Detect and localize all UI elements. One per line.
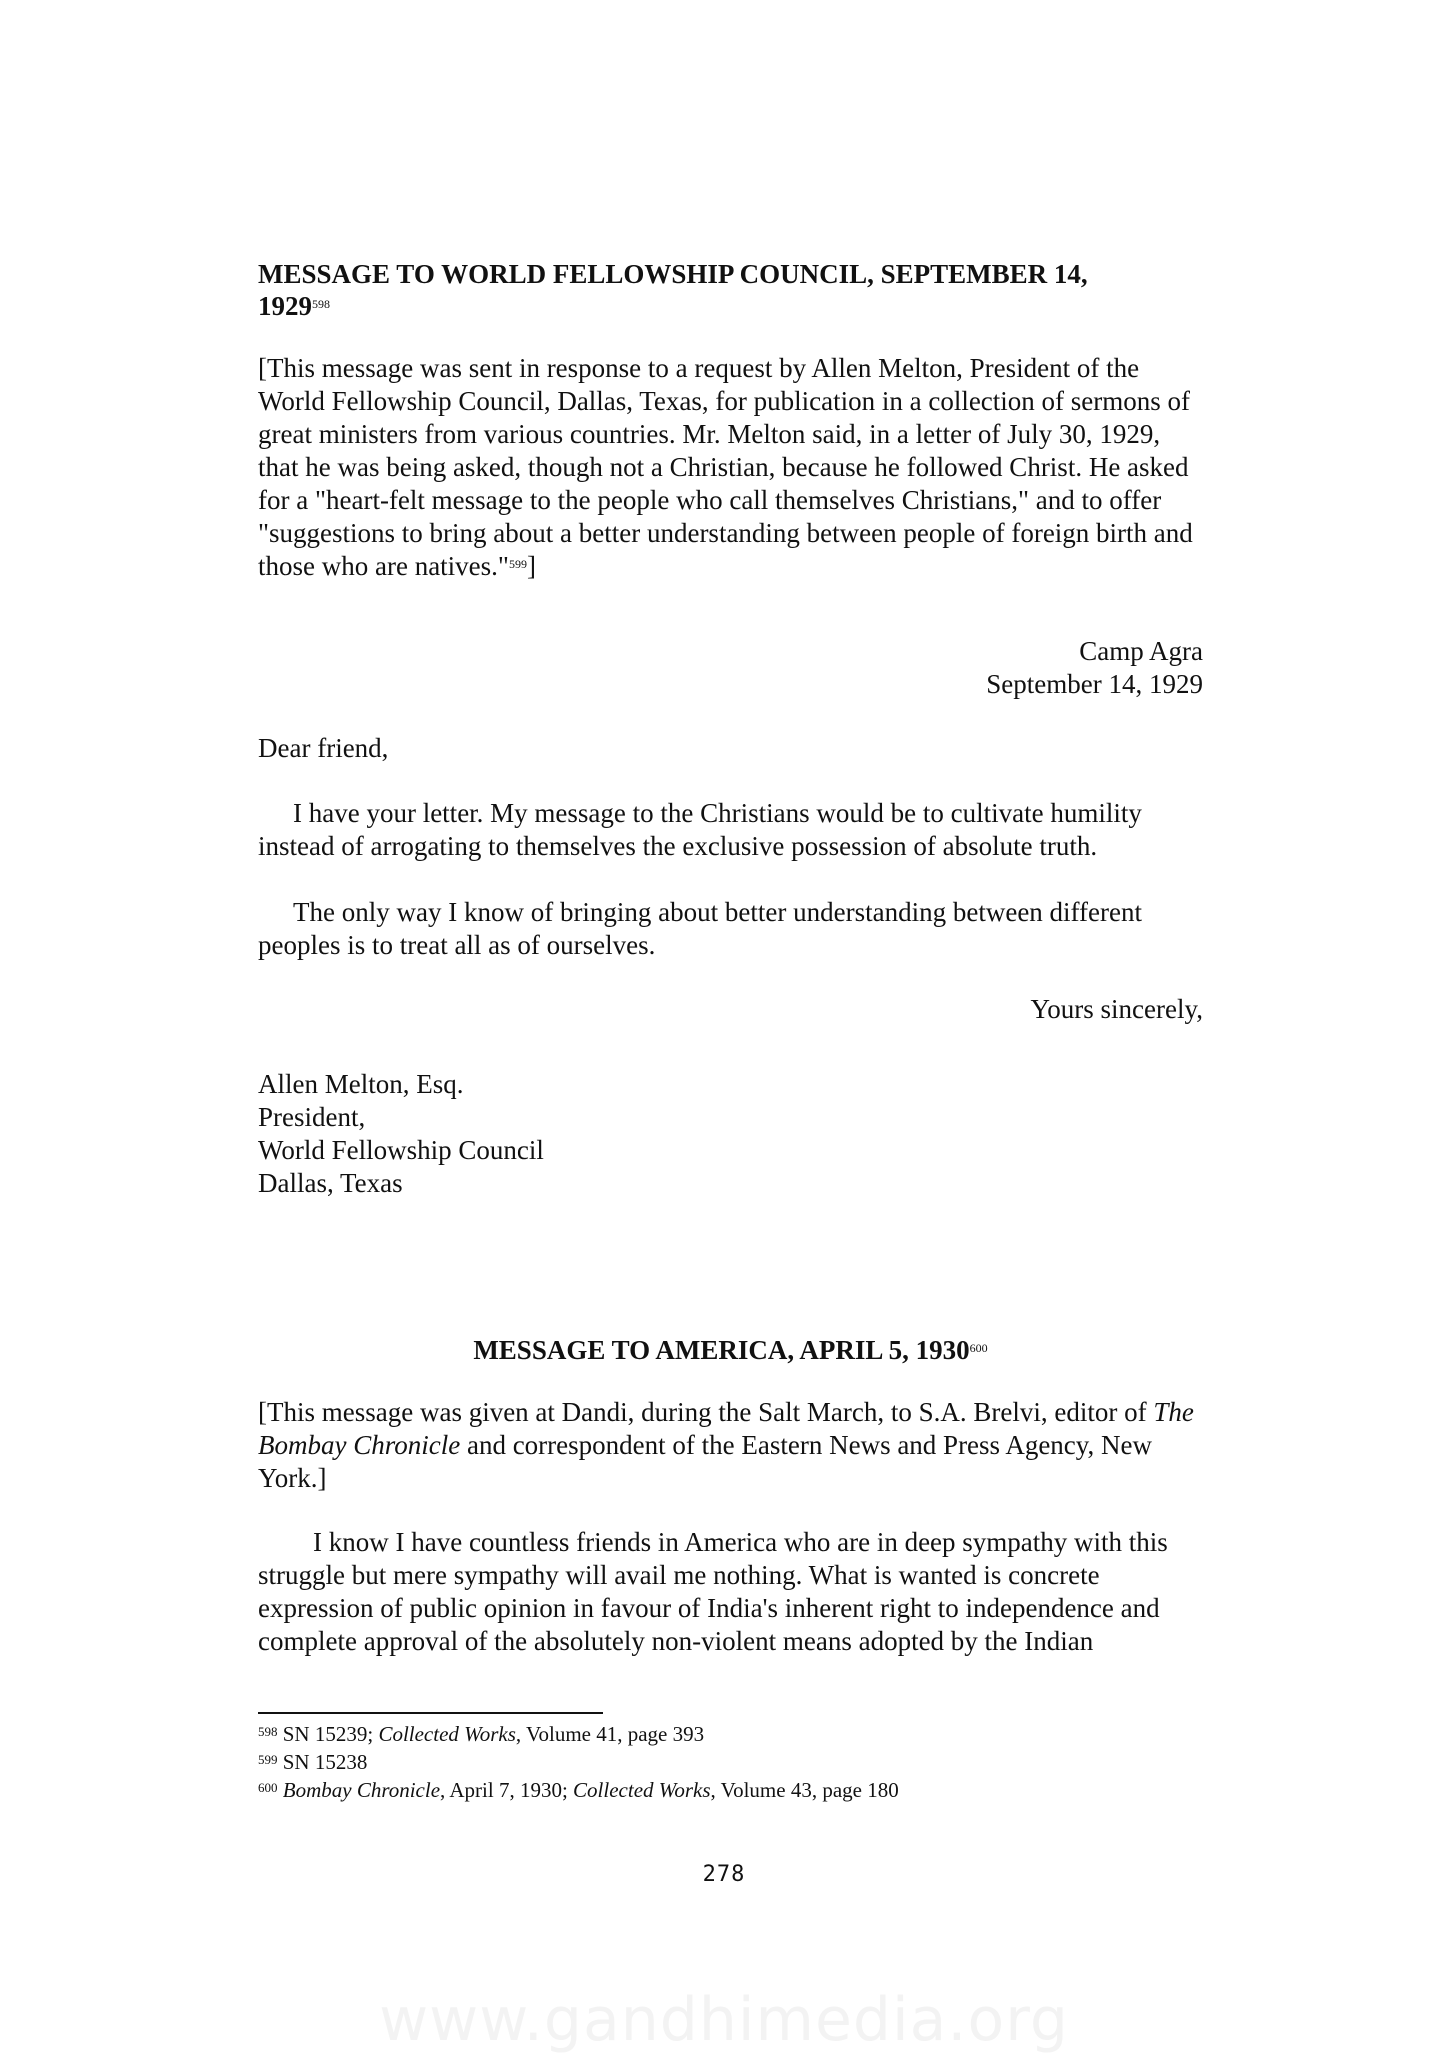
watermark: www.gandhimedia.org <box>379 1985 1069 2055</box>
letter-place: Camp Agra <box>1079 636 1203 666</box>
heading-text: MESSAGE TO AMERICA, APRIL 5, 1930 <box>473 1335 970 1365</box>
footnote-item <box>258 1720 1203 1748</box>
newspaper-title: The Bombay Chronicle <box>258 1397 1194 1460</box>
footnote-ref[interactable]: 600 <box>969 1341 988 1355</box>
footnote-divider <box>258 1712 603 1714</box>
footnote-ref[interactable]: 598 <box>312 297 330 311</box>
section-heading-america <box>258 1334 1203 1366</box>
letter-paragraph: The only way I know of bringing about better understanding between different peoples is to treat all as of ourselves. <box>258 897 1143 960</box>
footnote-number: 599 <box>258 1752 278 1767</box>
footnote-text: SN 15238 <box>282 1750 368 1774</box>
section-heading-world-fellowship <box>258 258 1203 322</box>
footnote-item <box>258 1776 1203 1804</box>
address-line: Allen Melton, Esq. <box>258 1069 464 1099</box>
footnote-italic: Bombay Chronicle <box>282 1778 441 1802</box>
address-line: President, <box>258 1102 366 1132</box>
recipient-address <box>258 1068 1203 1200</box>
letter-closing: Yours sincerely, <box>1030 994 1203 1024</box>
intro-paragraph <box>258 352 1203 583</box>
letter-paragraph: I have your letter. My message to the Christians would be to cultivate humility instead of arrogating to themselves the exclusive possession of absolute truth. <box>258 798 1142 861</box>
footnote-italic: Collected Works <box>378 1722 516 1746</box>
intro-paragraph <box>258 1396 1203 1495</box>
page-number: 278 <box>702 1862 746 1887</box>
intro-text: [This message was given at Dandi, during the Salt March, to S.A. Brelvi, editor of <box>258 1397 1154 1427</box>
footnotes <box>258 1720 1203 1804</box>
salutation: Dear friend, <box>258 733 389 763</box>
footnote-number: 600 <box>258 1780 278 1795</box>
footnote-ref[interactable]: 599 <box>508 557 527 571</box>
footnote-text: , April 7, 1930; <box>440 1778 574 1802</box>
message-paragraph: I know I have countless friends in America who are in deep sympathy with this struggle but mere sympathy will avail me nothing. What is wanted is concrete expression of public opinion in favour of India's inherent right to independence and complete approval of the absolutely non-violent means adopted by the Indian <box>258 1527 1168 1656</box>
footnote-text: , Volume 43, page 180 <box>710 1778 899 1802</box>
footnote-italic: Collected Works <box>573 1778 711 1802</box>
page-content <box>258 258 1203 1658</box>
address-line: World Fellowship Council <box>258 1135 544 1165</box>
address-line: Dallas, Texas <box>258 1168 403 1198</box>
footnote-text: SN 15239; <box>282 1722 379 1746</box>
intro-close: ] <box>526 551 536 581</box>
footnote-item <box>258 1748 1203 1776</box>
footnote-text: , Volume 41, page 393 <box>515 1722 705 1746</box>
letter-date: September 14, 1929 <box>986 669 1203 699</box>
footnote-number: 598 <box>258 1724 278 1739</box>
intro-text: [This message was sent in response to a request by Allen Melton, President of the World Fellowship Council, Dallas, Texas, for publication in a collection of sermons of great ministers from various countries. Mr. Melton said, in a letter of July 30, 1929, that he was being asked, though not a Christian, because he followed Christ. He asked for a "heart-felt message to the people who call themselves Christians," and to offer "suggestions to bring about a better understanding between people of foreign birth and those who are natives." <box>258 353 1193 581</box>
heading-line: 1929 <box>258 291 312 321</box>
heading-line: MESSAGE TO WORLD FELLOWSHIP COUNCIL, SEPTEMBER 14, <box>258 259 1088 289</box>
intro-text: and correspondent of the Eastern News and Press Agency, New York.] <box>258 1430 1153 1493</box>
